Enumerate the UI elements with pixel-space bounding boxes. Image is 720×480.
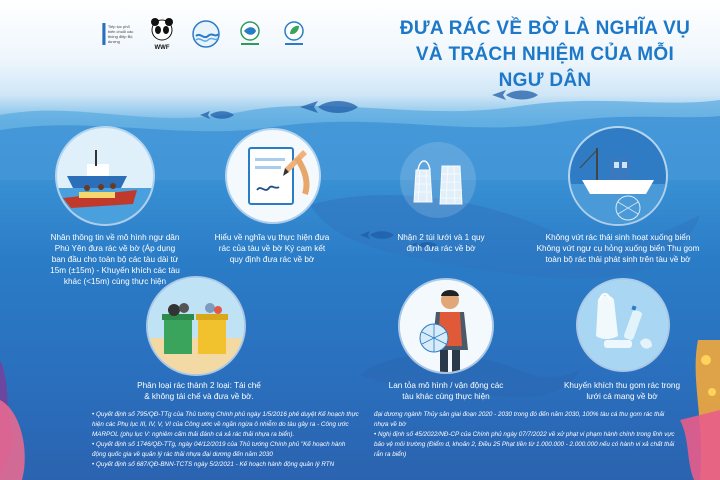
recycle-bins-icon xyxy=(148,278,244,374)
poster-title-line-2: VÀ TRÁCH NHIỆM CỦA MỖI NGƯ DÂN xyxy=(415,44,675,91)
step-2-illustration xyxy=(227,130,319,222)
step-6-illustration xyxy=(400,280,492,372)
step-1-illustration xyxy=(57,128,153,224)
legal-note: • Nghị định số 45/2022/NĐ-CP của Chính phủ ngày 07/7/2022 về xử phạt vi phạm hành chính trong lĩnh vực bảo vệ môi trường (Điểm d, khoản 2, Điều 25 Phạt tiền từ 1.000.000 - 2.000.000 nếu có hành vi xả chất thải rắn ra biển) xyxy=(374,431,675,458)
step-3-illustration xyxy=(398,140,478,220)
plastic-waste-icon xyxy=(578,280,668,370)
fishing-boat-icon xyxy=(57,128,153,224)
legal-notes-left xyxy=(92,410,360,470)
legal-notes-right xyxy=(374,410,680,460)
legal-note: • Quyết định số 687/QĐ-BNN-TCTS ngày 5/2/2021 - Kế hoạch hành động quản lý RTN xyxy=(92,461,335,468)
mesh-bag-icon xyxy=(398,140,478,220)
panda-icon xyxy=(149,18,175,50)
step-4-caption: Không vứt rác thải sinh hoạt xuống biển Không vứt ngư cụ hỏng xuống biển Thu gom toàn bộ rác thải phát sinh trên tàu về bờ xyxy=(536,233,700,264)
partner-logo-5 xyxy=(276,18,312,50)
partner-logos xyxy=(100,18,312,50)
step-4-illustration xyxy=(570,128,666,224)
step-5-illustration xyxy=(148,278,244,374)
step-6-caption: Lan tỏa mô hình / vận động các tàu khác cùng thực hiện xyxy=(388,381,504,401)
step-7-illustration xyxy=(578,280,668,370)
legal-note: • Quyết định số 795/QĐ-TTg của Thủ tướng Chính phủ ngày 1/5/2016 phê duyệt Kế hoạch thực hiện các Phụ lục III, IV, V, VI của Công ước về ngăn ngừa ô nhiễm do tàu gây ra - Công ước MARPOL (phụ lục V: nghiêm cấm thải đánh cá xả rác thải nhựa ra biển). xyxy=(92,411,359,438)
leaf-emblem-icon xyxy=(282,20,306,48)
step-3-caption: Nhận 2 túi lưới và 1 quy định đưa rác về bờ xyxy=(397,233,485,253)
wave-emblem-icon xyxy=(192,20,220,48)
step-1-caption: Nhân thông tin về mô hình ngư dân Phú Yên đưa rác về bờ (Áp dụng ban đầu cho toàn bộ các tàu dài từ 15m (±15m) - Khuyến khích các tàu khác (<15m) cùng thực hiện xyxy=(50,233,180,286)
step-2-caption: Hiểu về nghĩa vụ thực hiện đưa rác của tàu về bờ Ký cam kết quy định đưa rác về bờ xyxy=(214,233,330,264)
step-7-caption: Khuyến khích thu gom rác trong lưới cá mang về bờ xyxy=(563,381,681,401)
partner-logo-1 xyxy=(100,18,136,50)
wwf-logo-text: WWF xyxy=(154,45,170,50)
partner-logo-3 xyxy=(188,18,224,50)
step-5-caption: Phân loại rác thành 2 loại: Tái chế & không tái chế và đưa về bờ. xyxy=(137,381,261,401)
man-holding-net-icon xyxy=(400,280,492,372)
trawler-icon xyxy=(570,128,666,224)
partner-logo-4 xyxy=(232,18,268,50)
sign-document-icon xyxy=(227,130,319,222)
legal-note: • Quyết định số 1746/QĐ-TTg, ngày 04/12/2019 của Thủ tướng Chính phủ "Kế hoạch hành động quốc gia về quản lý rác thải nhựa đại dương đến năm 2030 xyxy=(92,441,346,458)
legal-note: đại dương ngành Thủy sản giai đoạn 2020 - 2030 trong đó đến năm 2030, 100% tàu cá thu gom rác thải nhựa về bờ xyxy=(374,411,665,428)
poster-title xyxy=(395,16,695,94)
wwf-logo xyxy=(144,18,180,50)
fish-emblem-icon xyxy=(238,20,262,48)
poster-title-line-1: ĐƯA RÁC VỀ BỜ LÀ NGHĨA VỤ xyxy=(399,18,691,39)
partner-logo-1-text: Tiếp tục phổ biến chuỗi các thông điệp Bộ dương xyxy=(107,24,134,44)
